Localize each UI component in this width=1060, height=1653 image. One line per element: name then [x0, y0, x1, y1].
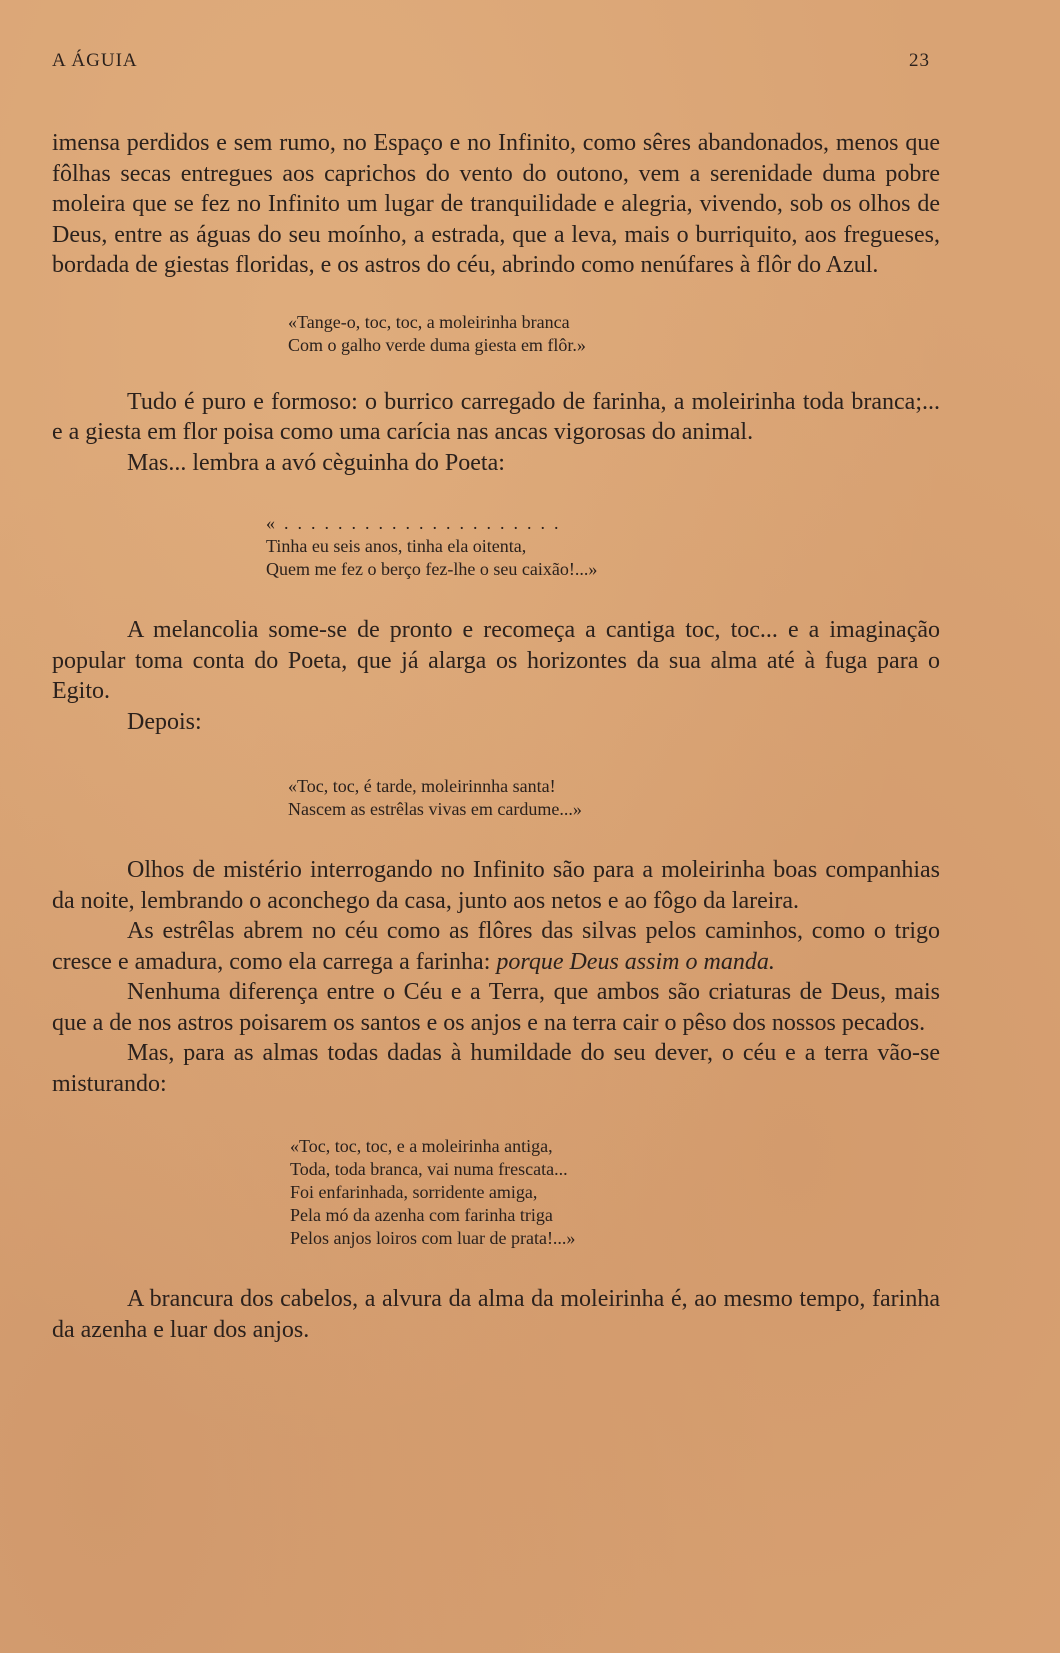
verse-quote-3: [288, 775, 940, 821]
paragraph-6: Olhos de mistério interrogando no Infinito são para a moleirinha boas companhias da noite, lembrando o aconchego da casa, junto aos netos e ao fôgo da lareira.: [52, 857, 940, 914]
verse-line: «Toc, toc, é tarde, moleirinnha santa!: [288, 776, 556, 796]
paragraph-8: Nenhuma diferença entre o Céu e a Terra, que ambos são criaturas de Deus, mais que a de nos astros poisarem os santos e os anjos e na terra cair o pêso dos nossos pecados.: [52, 979, 940, 1036]
journal-title: A ÁGUIA: [52, 50, 138, 71]
paragraph-10: A brancura dos cabelos, a alvura da alma da moleirinha é, ao mesmo tempo, farinha da azenha e luar dos anjos.: [52, 1286, 940, 1343]
paragraph-7: [52, 916, 940, 977]
page-number: 23: [909, 50, 930, 71]
paragraph-5: Depois:: [127, 708, 202, 735]
verse-line: Toda, toda branca, vai numa frescata...: [290, 1159, 568, 1179]
verse-line: Quem me fez o berço fez-lhe o seu caixão!...»: [266, 559, 598, 579]
paragraph-4: A melancolia some-se de pronto e recomeça a cantiga toc, toc... e a imaginação popular toma conta do Poeta, que já alarga os horizontes da sua alma até à fuga para o Egito.: [52, 617, 940, 704]
verse-line: Pelos anjos loiros com luar de prata!...»: [290, 1228, 576, 1248]
paragraph-1: imensa perdidos e sem rumo, no Espaço e no Infinito, como sêres abandonados, menos que fôlhas secas entregues aos caprichos do vento do outono, vem a serenidade duma pobre moleira que se fez no Infinito um lugar de tranquilidade e alegria, vivendo, sob os olhos de Deus, entre as águas do seu moínho, a estrada, que a leva, mais o burriquito, aos fregueses, bordada de giestas floridas, e os astros do céu, abrindo como nenúfares à flôr do Azul.: [52, 130, 940, 278]
verse-line: Tinha eu seis anos, tinha ela oitenta,: [266, 536, 527, 556]
verse-line: Foi enfarinhada, sorridente amiga,: [290, 1182, 538, 1202]
verse-line: «Tange-o, toc, toc, a moleirinha branca: [288, 311, 570, 332]
body-text: [52, 128, 940, 1345]
verse-quote-4: [290, 1135, 940, 1250]
verse-ellipsis-line: «.....................: [266, 513, 568, 533]
paragraph-3: Mas... lembra a avó cèguinha do Poeta:: [127, 449, 505, 476]
verse-line: Nascem as estrêlas vivas em cardume...»: [288, 799, 582, 819]
paragraph-2: Tudo é puro e formoso: o burrico carregado de farinha, a moleirinha toda branca;... e a giesta em flor poisa como uma carícia nas ancas vigorosas do animal.: [52, 388, 940, 445]
verse-line: Com o galho verde duma giesta em flôr.»: [288, 334, 586, 355]
running-head: [52, 50, 930, 76]
verse-quote-2: [266, 512, 940, 581]
verse-line: «Toc, toc, toc, e a moleirinha antiga,: [290, 1136, 553, 1156]
paragraph-9: Mas, para as almas todas dadas à humildade do seu dever, o céu e a terra vão-se misturando:: [52, 1040, 940, 1097]
paragraph-7-text: As estrêlas abrem no céu como as flôres das silvas pelos caminhos, como o trigo cresce e amadura, como ela carrega a farinha:: [52, 918, 940, 975]
verse-quote-1: [288, 311, 940, 357]
paragraph-7-italic: porque Deus assim o manda.: [496, 948, 775, 975]
verse-line: Pela mó da azenha com farinha triga: [290, 1205, 553, 1225]
